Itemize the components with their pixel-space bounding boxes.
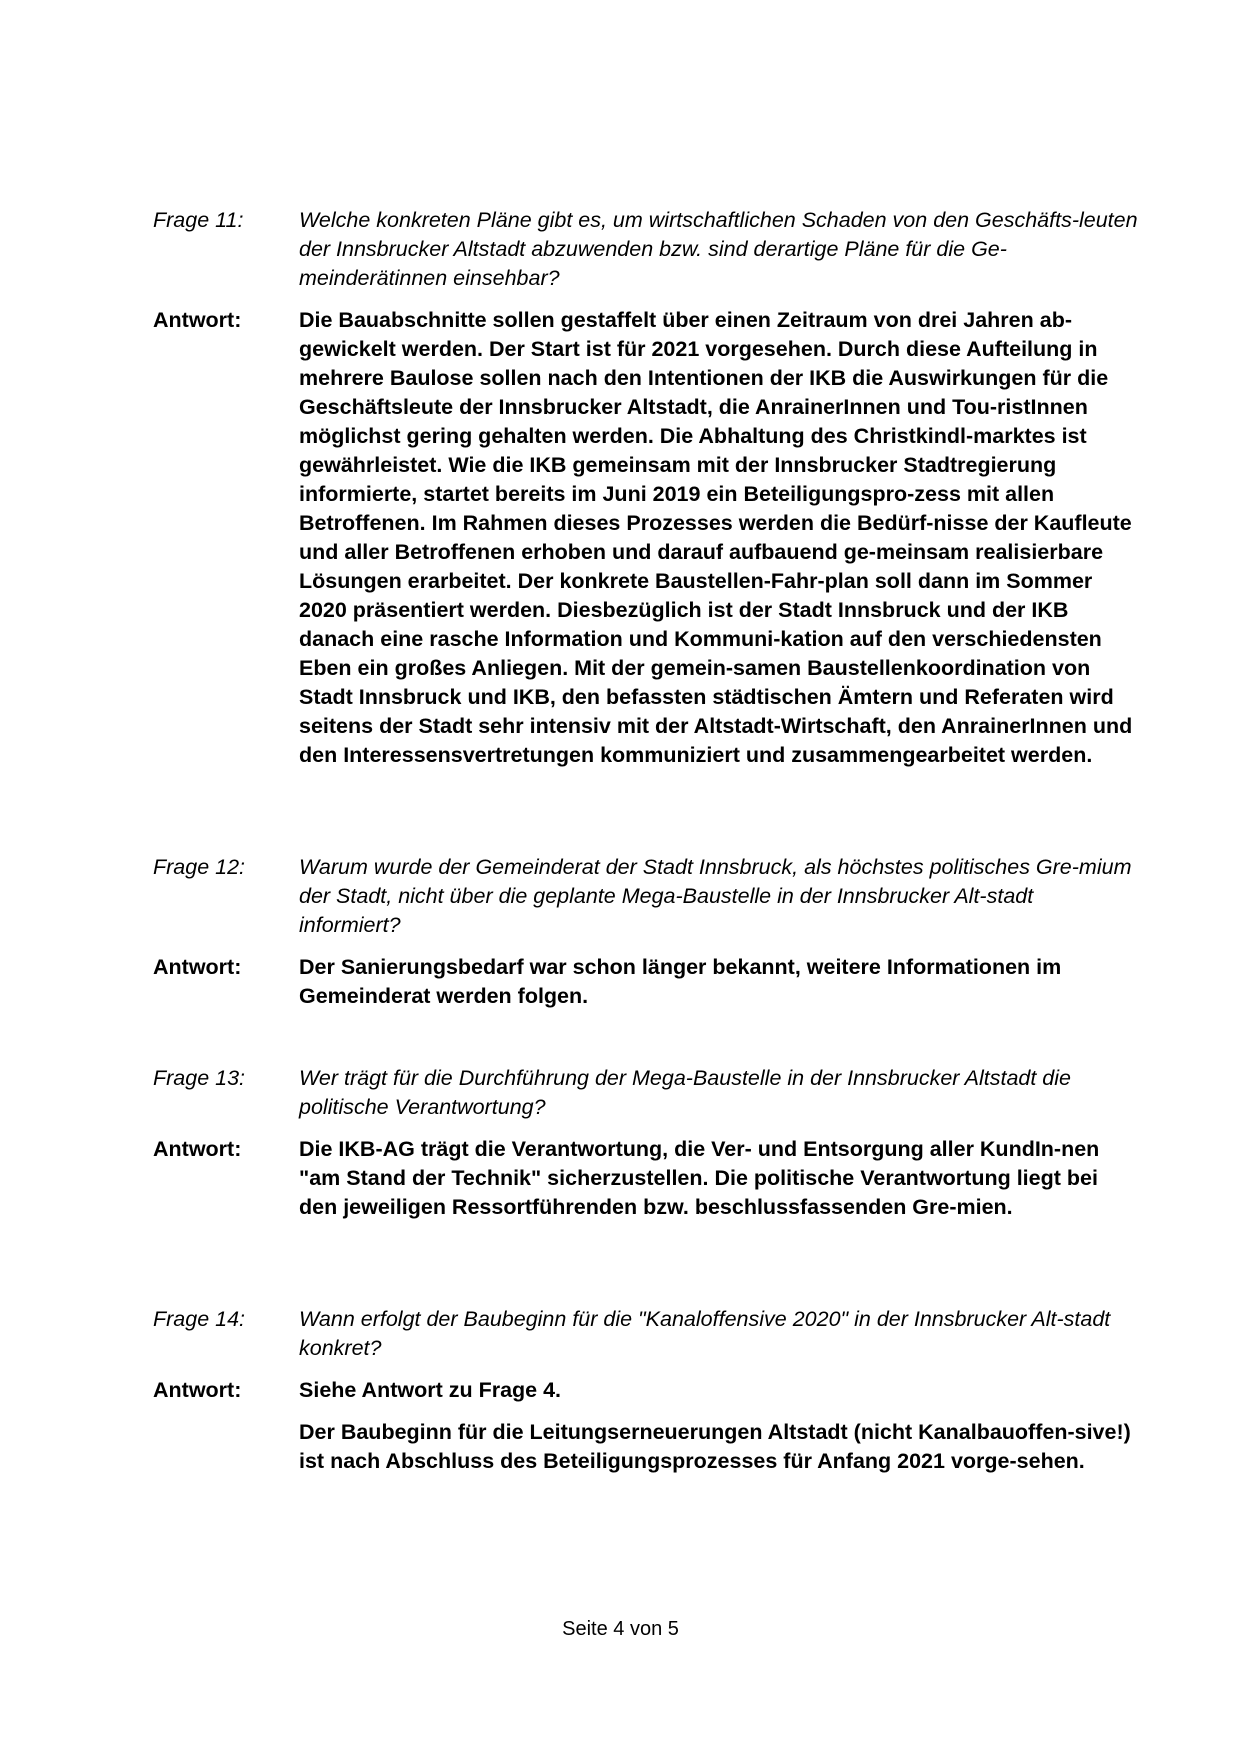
question-row <box>153 1305 1138 1363</box>
answer-row <box>153 1135 1138 1222</box>
answer-paragraph: Die IKB-AG trägt die Verantwortung, die Ver- und Entsorgung aller KundIn-nen "am Stand der Technik" sicherzustellen. Die politische Verantwortung liegt bei den jeweiligen Ressortführenden bzw. beschlussfassenden Gre-mien. <box>299 1137 1100 1219</box>
answer-label: Antwort: <box>153 1378 242 1402</box>
answer-text <box>299 1135 1138 1222</box>
answer-label: Antwort: <box>153 955 242 979</box>
question-label: Frage 14: <box>153 1307 246 1331</box>
qa-block-13 <box>153 1064 1138 1222</box>
question-text: Wer trägt für die Durchführung der Mega-Baustelle in der Innsbrucker Altstadt die politische Verantwortung? <box>299 1066 1071 1119</box>
qa-block-11 <box>153 206 1138 770</box>
answer-label: Antwort: <box>153 1137 242 1161</box>
page-number: Seite 4 von 5 <box>562 1618 679 1640</box>
question-text: Welche konkreten Pläne gibt es, um wirtschaftlichen Schaden von den Geschäfts-leuten der Innsbrucker Altstadt abzuwenden bzw. sind derartige Pläne für die Ge-meinderätinnen einsehbar? <box>299 208 1138 290</box>
answer-row <box>153 306 1138 770</box>
question-text: Warum wurde der Gemeinderat der Stadt Innsbruck, als höchstes politisches Gre-mium der Stadt, nicht über die geplante Mega-Baustelle in der Innsbrucker Alt-stadt informiert? <box>299 855 1132 937</box>
qa-block-14 <box>153 1305 1138 1476</box>
answer-paragraph: Siehe Antwort zu Frage 4. <box>299 1378 562 1402</box>
answer-text <box>299 306 1138 770</box>
answer-text <box>299 953 1138 1011</box>
answer-paragraph: Der Baubeginn für die Leitungserneuerungen Altstadt (nicht Kanalbauoffen-sive!) ist nach Abschluss des Beteiligungsprozesses für Anfang 2021 vorge-sehen. <box>299 1420 1131 1473</box>
answer-paragraph: Der Sanierungsbedarf war schon länger bekannt, weitere Informationen im Gemeinderat werden folgen. <box>299 955 1062 1008</box>
answer-row <box>153 1376 1138 1476</box>
question-row <box>153 1064 1138 1122</box>
question-label: Frage 13: <box>153 1066 246 1090</box>
qa-block-12 <box>153 853 1138 1011</box>
answer-row <box>153 953 1138 1011</box>
question-label: Frage 11: <box>153 208 244 232</box>
question-row <box>153 206 1138 293</box>
question-text: Wann erfolgt der Baubeginn für die "Kanaloffensive 2020" in der Innsbrucker Alt-stadt konkret? <box>299 1307 1111 1360</box>
answer-text <box>299 1376 1138 1476</box>
answer-label: Antwort: <box>153 308 242 332</box>
answer-paragraph: Die Bauabschnitte sollen gestaffelt über einen Zeitraum von drei Jahren ab-gewickelt werden. Der Start ist für 2021 vorgesehen. Durch diese Aufteilung in mehrere Baulose sollen nach den Intentionen der IKB die Auswirkungen für die Geschäftsleute der Innsbrucker Altstadt, die AnrainerInnen und Tou-ristInnen möglichst gering gehalten werden. Die Abhaltung des Christkindl-marktes ist gewährleistet. Wie die IKB gemeinsam mit der Innsbrucker Stadtregierung informierte, startet bereits im Juni 2019 ein Beteiligungspro-zess mit allen Betroffenen. Im Rahmen dieses Prozesses werden die Bedürf-nisse der Kaufleute und aller Betroffenen erhoben und darauf aufbauend ge-meinsam realisierbare Lösungen erarbeitet. Der konkrete Baustellen-Fahr-plan soll dann im Sommer 2020 präsentiert werden. Diesbezüglich ist der Stadt Innsbruck und der IKB danach eine rasche Information und Kommuni-kation auf den verschiedensten Eben ein großes Anliegen. Mit der gemein-samen Baustellenkoordination von Stadt Innsbruck und IKB, den befassten städtischen Ämtern und Referaten wird seitens der Stadt sehr intensiv mit der Altstadt-Wirtschaft, den AnrainerInnen und den Interessensvertretungen kommuniziert und zusammengearbeitet werden. <box>299 308 1133 767</box>
question-label: Frage 12: <box>153 855 246 879</box>
question-row <box>153 853 1138 940</box>
